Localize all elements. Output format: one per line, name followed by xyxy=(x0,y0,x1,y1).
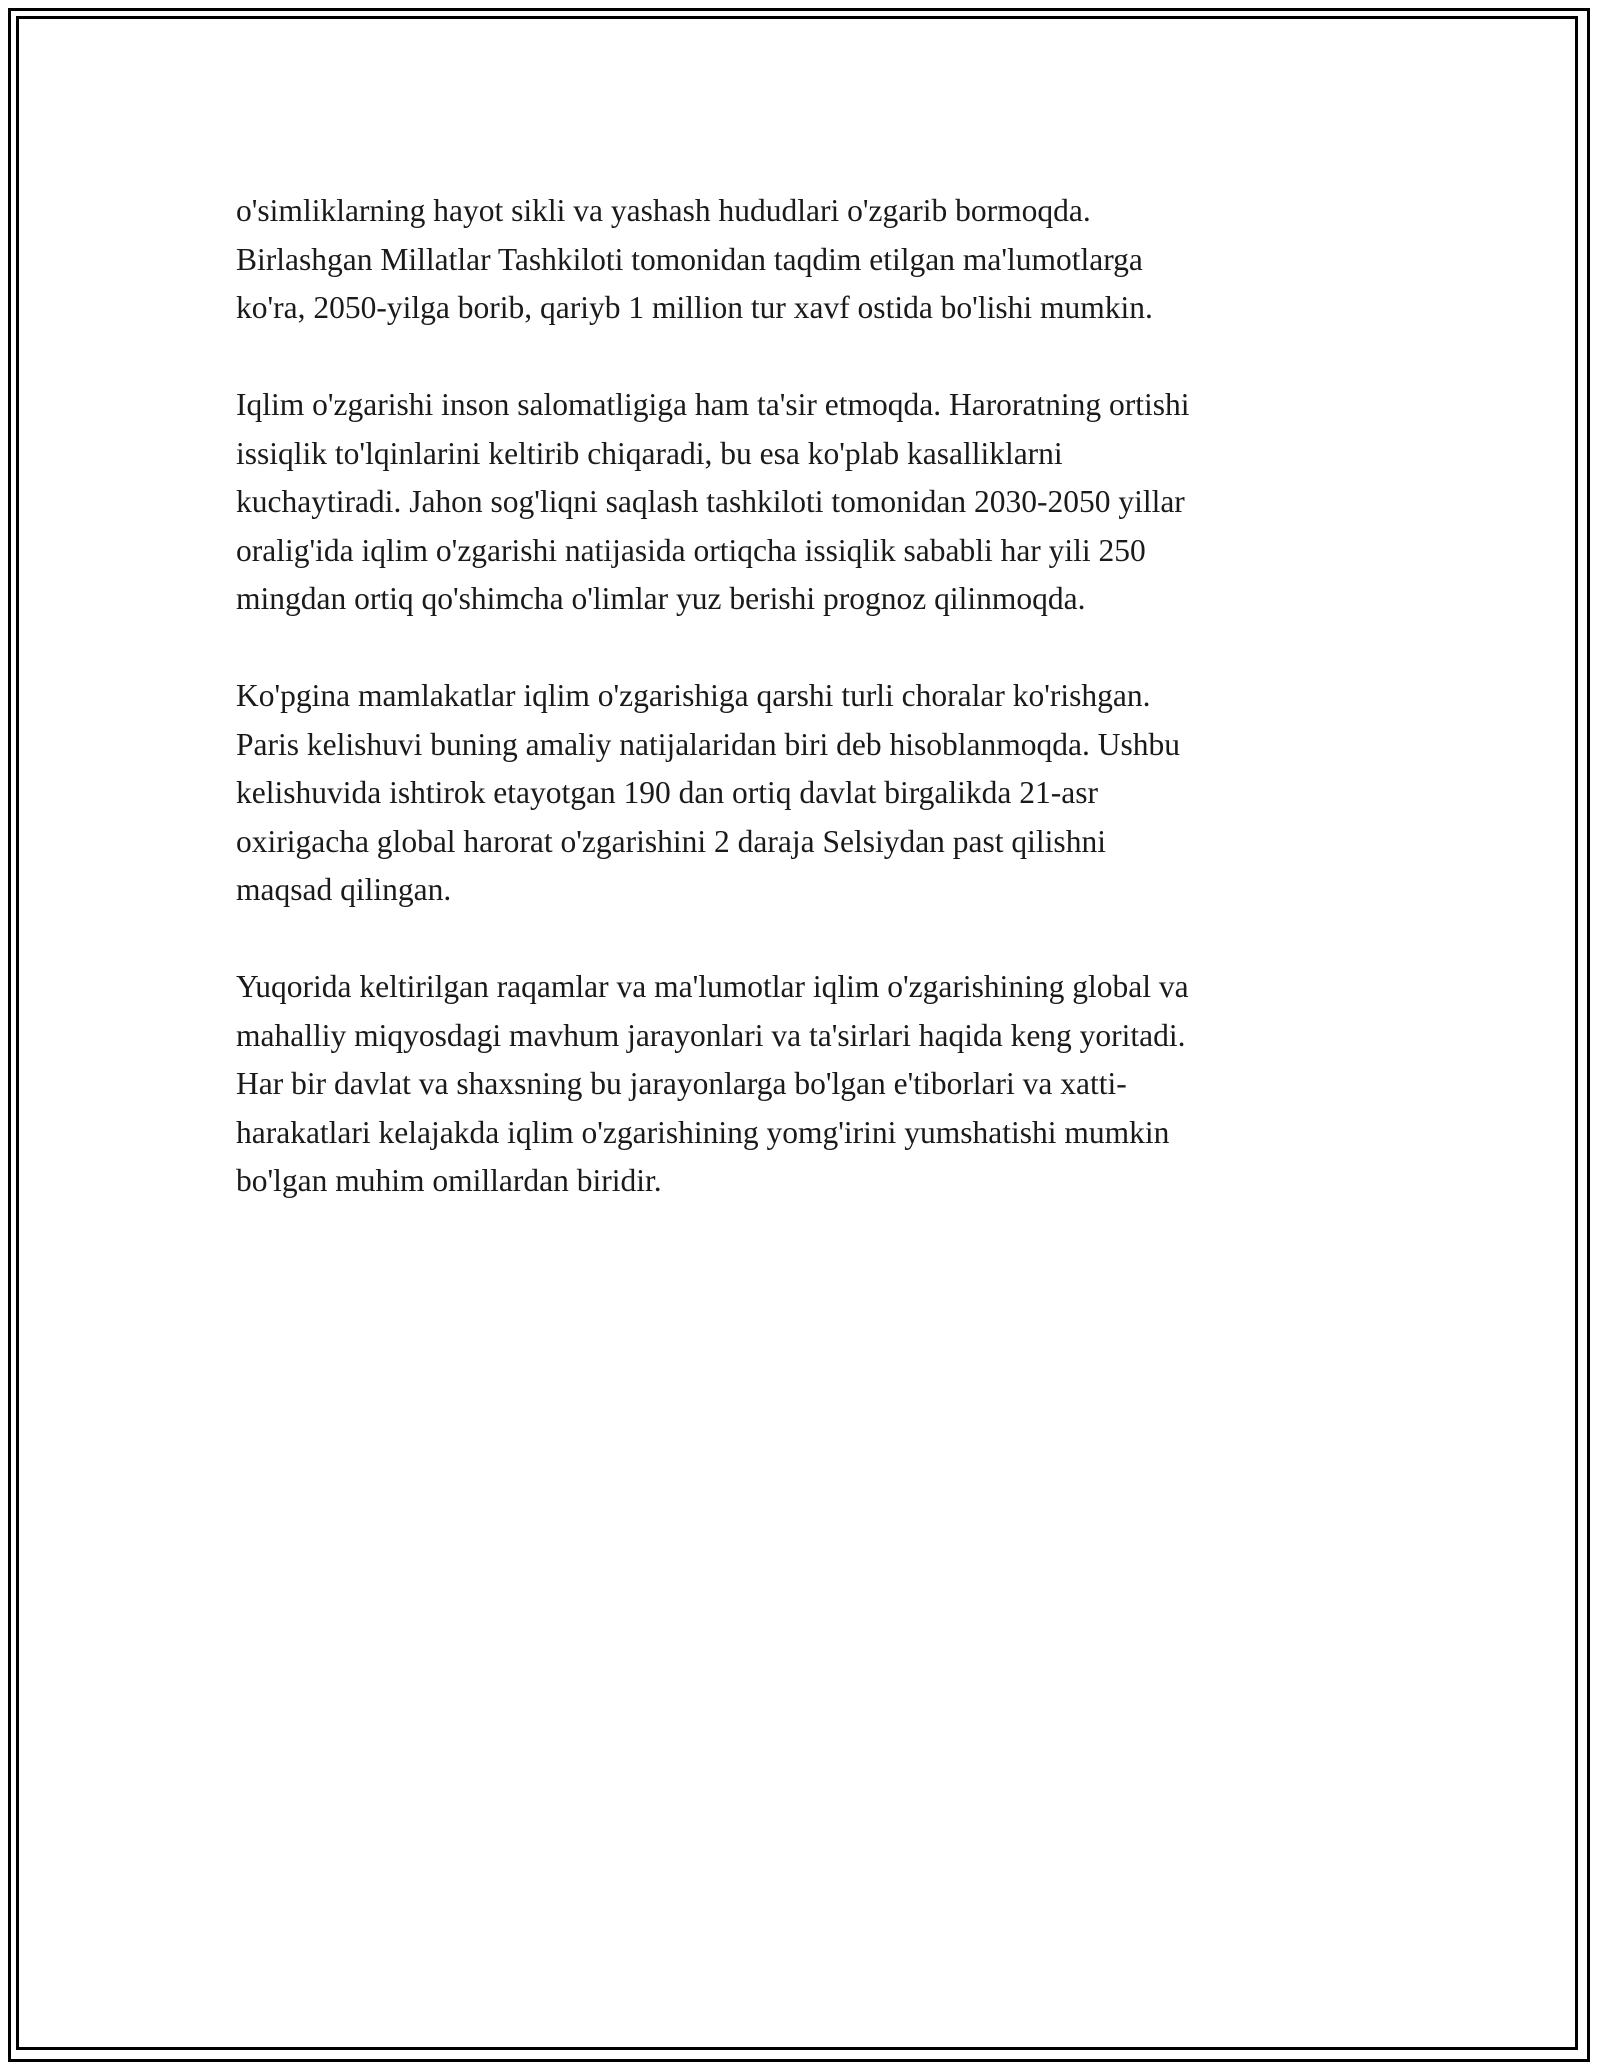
paragraph-paris-agreement: Ko'pgina mamlakatlar iqlim o'zgarishiga qarshi turli choralar ko'rishgan. Paris kelishuvi buning amaliy natijalaridan biri deb hisoblanmoqda. Ushbu kelishuvida ishtirok etayotgan 190 dan ortiq davlat birgalikda 21-asr oxirigacha global harorat o'zgarishini 2 daraja Selsiydan past qilishni maqsad qilingan. xyxy=(236,678,1180,907)
paragraph-species-risk: o'simliklarning hayot sikli va yashash hududlari o'zgarib bormoqda. Birlashgan Millatlar Tashkiloti tomonidan taqdim etilgan ma'lumotlarga ko'ra, 2050-yilga borib, qariyb 1 million tur xavf ostida bo'lishi mumkin. xyxy=(236,193,1153,325)
document-body xyxy=(236,187,1366,1254)
paragraph-health-impact: Iqlim o'zgarishi inson salomatligiga ham ta'sir etmoqda. Haroratning ortishi issiqlik to'lqinlarini keltirib chiqaradi, bu esa ko'plab kasalliklarni kuchaytiradi. Jahon sog'liqni saqlash tashkiloti tomonidan 2030-2050 yillar oralig'ida iqlim o'zgarishi natijasida ortiqcha issiqlik sababli har yili 250 mingdan ortiq qo'shimcha o'limlar yuz berishi prognoz qilinmoqda. xyxy=(236,387,1190,616)
paragraph-conclusion: Yuqorida keltirilgan raqamlar va ma'lumotlar iqlim o'zgarishining global va mahalliy miqyosdagi mavhum jarayonlari va ta'sirlari haqida keng yoritadi. Har bir davlat va shaxsning bu jarayonlarga bo'lgan e'tiborlari va xatti- harakatlari kelajakda iqlim o'zgarishining yomg'irini yumshatishi mumkin bo'lgan muhim omillardan biridir. xyxy=(236,969,1189,1198)
